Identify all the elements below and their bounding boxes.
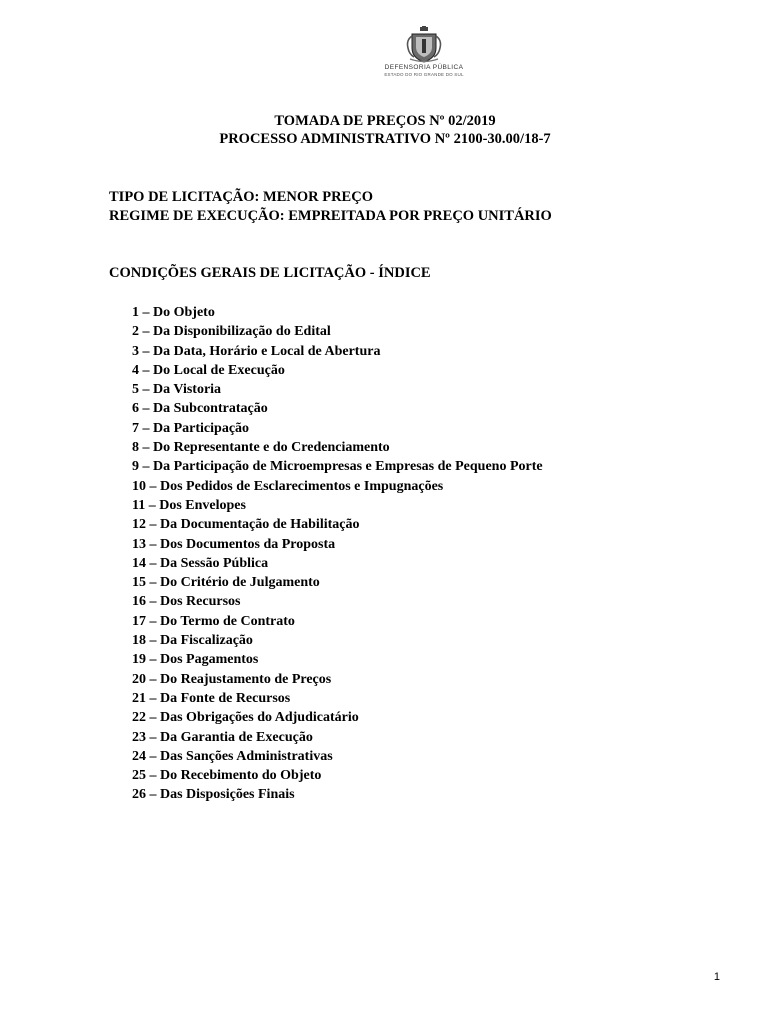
toc-item: 13 – Dos Documentos da Proposta — [132, 536, 336, 552]
toc-item: 8 – Do Representante e do Credenciamento — [132, 440, 390, 456]
toc-item: 5 – Da Vistoria — [132, 382, 222, 398]
execution-regime: REGIME DE EXECUÇÃO: EMPREITADA POR PREÇO UNITÁRIO — [109, 208, 552, 224]
toc-item: 18 – Da Fiscalização — [132, 633, 253, 649]
bidding-type: TIPO DE LICITAÇÃO: MENOR PREÇO — [109, 189, 373, 205]
toc-item: 7 – Da Participação — [132, 420, 250, 436]
toc-item: 10 – Dos Pedidos de Esclarecimentos e Impugnações — [132, 478, 444, 494]
toc-item: 9 – Da Participação de Microempresas e Empresas de Pequeno Porte — [132, 459, 543, 475]
toc-item: 16 – Dos Recursos — [132, 594, 241, 610]
toc-item: 22 – Das Obrigações do Adjudicatário — [132, 710, 359, 726]
toc-item: 2 – Da Disponibilização do Edital — [132, 324, 331, 340]
process-number: PROCESSO ADMINISTRATIVO Nº 2100-30.00/18-7 — [219, 131, 551, 147]
toc-item: 6 – Da Subcontratação — [132, 401, 268, 417]
toc-item: 25 – Do Recebimento do Objeto — [132, 768, 322, 784]
toc-item: 21 – Da Fonte de Recursos — [132, 690, 291, 706]
toc-item: 20 – Do Reajustamento de Preços — [132, 671, 332, 687]
organization-logo — [378, 26, 470, 78]
toc-item: 15 – Do Critério de Julgamento — [132, 575, 320, 591]
toc-item: 12 – Da Documentação de Habilitação — [132, 517, 360, 533]
toc-item: 11 – Dos Envelopes — [132, 497, 246, 513]
toc-item: 19 – Dos Pagamentos — [132, 652, 259, 668]
toc-item: 4 – Do Local de Execução — [132, 362, 285, 378]
page-number: 1 — [713, 971, 720, 983]
organization-name: DEFENSORIA PÚBLICA — [384, 64, 464, 71]
toc-item: 23 – Da Garantia de Execução — [132, 729, 313, 745]
toc-item: 14 – Da Sessão Pública — [132, 555, 269, 571]
organization-subtitle: ESTADO DO RIO GRANDE DO SUL — [384, 72, 464, 77]
toc-item: 24 – Das Sanções Administrativas — [132, 748, 333, 764]
table-of-contents — [132, 303, 543, 805]
coat-of-arms-icon — [378, 26, 470, 64]
toc-item: 17 – Do Termo de Contrato — [132, 613, 295, 629]
toc-item: 26 – Das Disposições Finais — [132, 787, 295, 803]
toc-item: 3 – Da Data, Horário e Local de Abertura — [132, 343, 381, 359]
document-title: TOMADA DE PREÇOS Nº 02/2019 — [274, 113, 496, 129]
index-heading: CONDIÇÕES GERAIS DE LICITAÇÃO - ÍNDICE — [109, 265, 431, 281]
toc-item: 1 – Do Objeto — [132, 305, 215, 320]
